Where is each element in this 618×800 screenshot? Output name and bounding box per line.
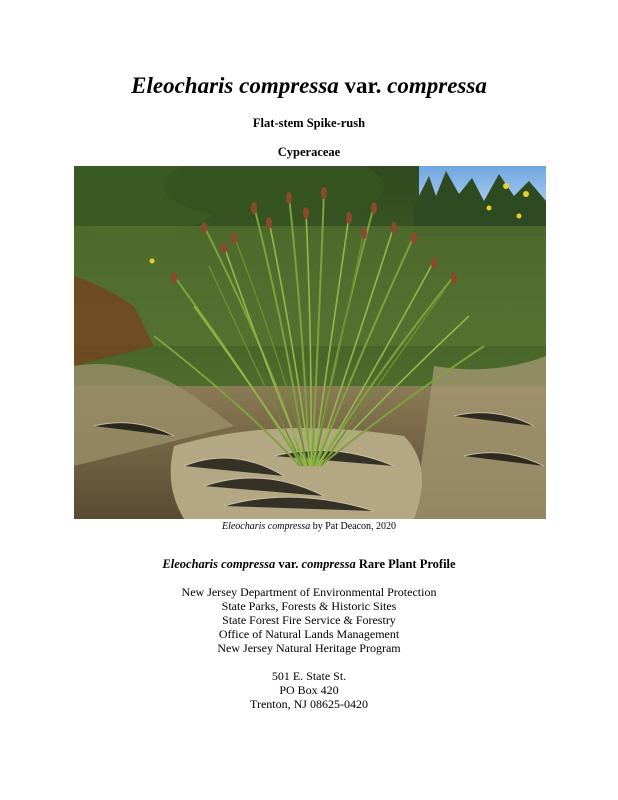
agency-line: New Jersey Department of Environmental Protection <box>181 585 437 599</box>
address-line: PO Box 420 <box>279 683 339 697</box>
common-name: Flat-stem Spike-rush <box>252 116 366 130</box>
agency-block <box>0 585 618 655</box>
agency-line: State Parks, Forests & Historic Sites <box>221 599 397 613</box>
profile-suffix: Rare Plant Profile <box>355 557 456 571</box>
profile-epithet: compressa <box>301 557 356 571</box>
profile-heading <box>0 557 618 572</box>
family-name: Cyperaceae <box>277 145 341 159</box>
caption-species: Eleocharis compressa <box>221 521 311 532</box>
document-title <box>0 72 618 100</box>
profile-species: Eleocharis compressa <box>162 557 276 571</box>
title-var: var. <box>338 73 388 98</box>
agency-line: New Jersey Natural Heritage Program <box>217 641 401 655</box>
title-epithet: compressa <box>387 73 487 98</box>
agency-line: State Forest Fire Service & Forestry <box>222 613 396 627</box>
photo-caption <box>0 521 618 532</box>
address-line: 501 E. State St. <box>271 669 347 683</box>
plant-photo <box>74 166 546 519</box>
agency-line: Office of Natural Lands Management <box>218 627 400 641</box>
address-block <box>0 669 618 711</box>
title-species: Eleocharis compressa <box>131 73 339 98</box>
plant-photo-illustration <box>74 166 546 519</box>
address-line: Trenton, NJ 08625-0420 <box>250 697 368 711</box>
caption-credit: by Pat Deacon, 2020 <box>310 521 397 532</box>
profile-var: var. <box>275 557 302 571</box>
